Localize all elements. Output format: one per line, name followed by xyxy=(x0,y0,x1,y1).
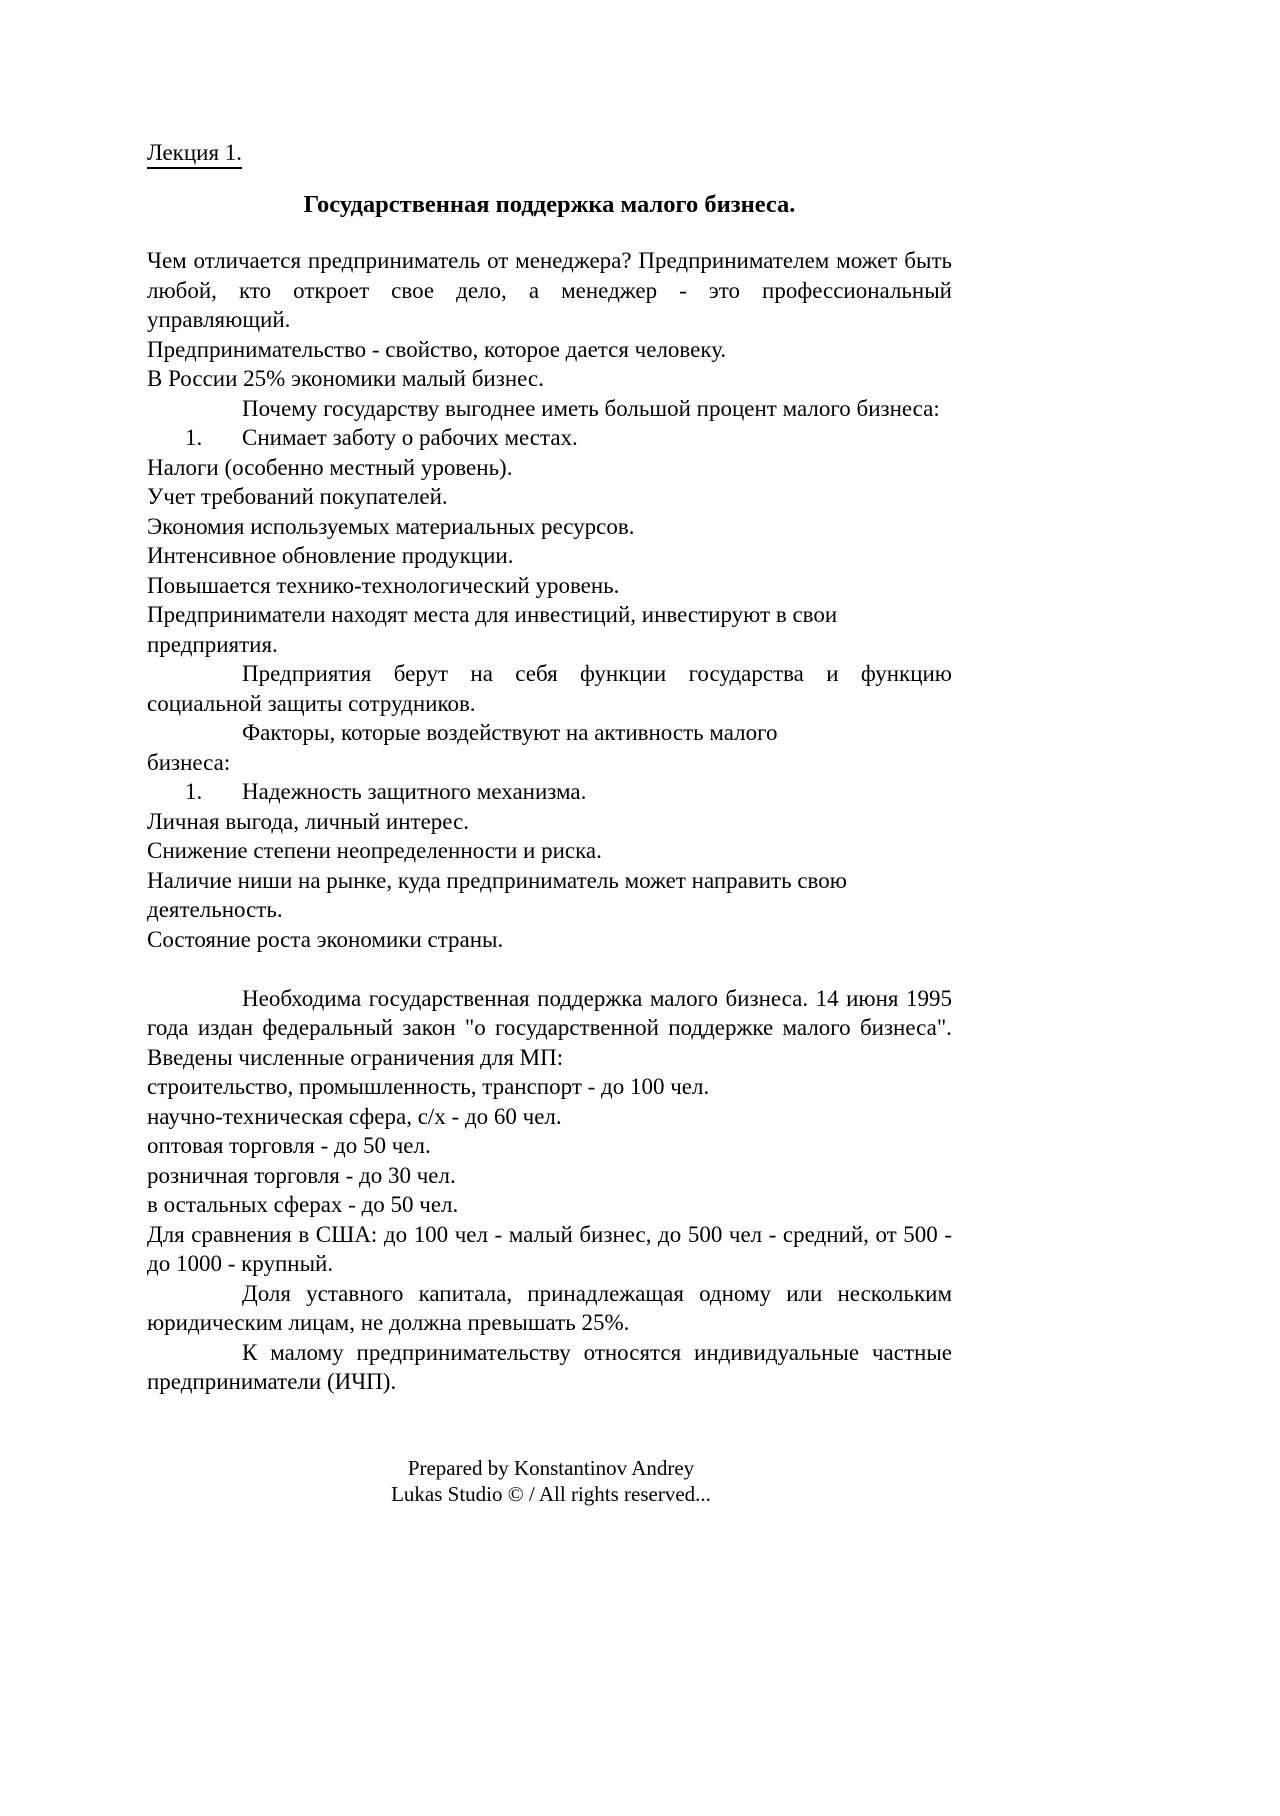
limit-item: оптовая торговля - до 50 чел. xyxy=(147,1133,431,1158)
list-item-text: Снимает заботу о рабочих местах. xyxy=(242,425,578,450)
limit-item: в остальных сферах - до 50 чел. xyxy=(147,1192,459,1217)
paragraph-capital-share: Доля уставного капитала, принадлежащая одному или нескольким юридическим лицам, не должна превышать 25%. xyxy=(147,1280,952,1335)
list-item: Экономия используемых материальных ресурсов. xyxy=(147,513,635,539)
list-item: Учет требований покупателей. xyxy=(147,484,448,509)
list-item-numbered xyxy=(147,777,952,807)
paragraph-individual-entrepreneurs: К малому предпринимательству относятся индивидуальные частные предприниматели (ИЧП). xyxy=(147,1339,952,1394)
list-item: Повышается технико-технологический уровень. xyxy=(147,572,620,598)
list-item-text: Надежность защитного механизма. xyxy=(242,779,587,804)
paragraph-why-state-benefits: Почему государству выгоднее иметь большой процент малого бизнеса: xyxy=(242,395,940,421)
limit-item: розничная торговля - до 30 чел. xyxy=(147,1162,456,1188)
list-item: Снижение степени неопределенности и риска. xyxy=(147,838,602,863)
paragraph-entrepreneurship-property: Предпринимательство - свойство, которое дается человеку. xyxy=(147,336,727,362)
paragraph-entrepreneur-vs-manager: Чем отличается предприниматель от менеджера? Предпринимателем может быть любой, кто откроет свое дело, а менеджер - это профессиональный управляющий. xyxy=(147,248,952,332)
limit-item: строительство, промышленность, транспорт - до 100 чел. xyxy=(147,1074,710,1099)
paragraph-social-functions: Предприятия берут на себя функции государства и функцию социальной защиты сотрудников. xyxy=(147,661,952,716)
paragraph-spacer xyxy=(147,954,952,984)
list-item: Предприниматели находят места для инвестиций, инвестируют в свои предприятия. xyxy=(147,602,838,657)
paragraph-federal-law: Необходима государственная поддержка малого бизнеса. 14 июня 1995 года издан федеральный закон "о государственной поддержке малого бизнеса". Введены численные ограничения для МП: xyxy=(147,985,952,1070)
document-body xyxy=(147,138,952,1397)
list-item: Состояние роста экономики страны. xyxy=(147,926,504,952)
paragraph-usa-comparison: Для сравнения в США: до 100 чел - малый бизнес, до 500 чел - средний, от 500 - до 1000 - крупный. xyxy=(147,1221,952,1276)
lecture-label: Лекция 1. xyxy=(147,139,242,169)
footer-copyright: Lukas Studio © / All rights reserved... xyxy=(391,1482,711,1506)
limit-item: научно-техническая сфера, с/х - до 60 чел. xyxy=(147,1103,562,1129)
paragraph-russia-share: В России 25% экономики малый бизнес. xyxy=(147,366,544,391)
list-item-numbered xyxy=(147,423,952,453)
footer-author: Prepared by Konstantinov Andrey xyxy=(407,1456,695,1480)
list-item: Налоги (особенно местный уровень). xyxy=(147,454,513,480)
page-footer xyxy=(0,1455,1102,1507)
list-item: Наличие ниши на рынке, куда предприниматель может направить свою деятельность. xyxy=(147,867,847,922)
list-number: 1. xyxy=(185,779,203,804)
list-item: Интенсивное обновление продукции. xyxy=(147,543,514,568)
list-item: Личная выгода, личный интерес. xyxy=(147,808,470,834)
document-title: Государственная поддержка малого бизнеса. xyxy=(303,191,796,218)
paragraph-factors-intro: Факторы, которые воздействуют на активность малого бизнеса: xyxy=(147,720,778,775)
list-number: 1. xyxy=(185,425,203,450)
